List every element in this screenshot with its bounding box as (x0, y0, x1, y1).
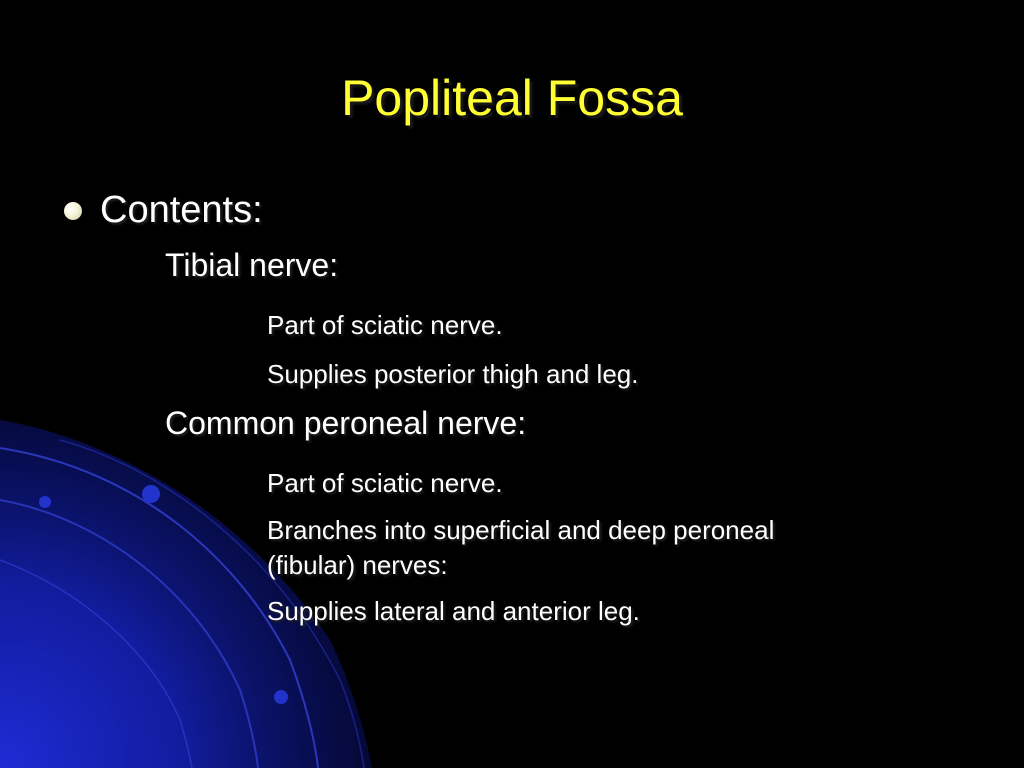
tibial-item-2: Supplies posterior thigh and leg. (267, 359, 639, 389)
decor-dot-3 (274, 690, 288, 704)
decor-dot-2 (39, 496, 51, 508)
slide-title: Popliteal Fossa (341, 70, 683, 126)
peroneal-item-2-line-2: (fibular) nerves: (267, 550, 448, 580)
decor-dot-1 (142, 485, 160, 503)
contents-label: Contents: (100, 189, 263, 231)
bullet-dot-icon (64, 202, 82, 220)
peroneal-item-3: Supplies lateral and anterior leg. (267, 596, 640, 626)
section-heading-tibial-nerve: Tibial nerve: (165, 247, 339, 283)
tibial-item-1: Part of sciatic nerve. (267, 310, 503, 340)
peroneal-item-1: Part of sciatic nerve. (267, 468, 503, 498)
peroneal-item-2-line-1: Branches into superficial and deep peroneal (267, 515, 775, 545)
section-heading-common-peroneal-nerve: Common peroneal nerve: (165, 405, 527, 441)
